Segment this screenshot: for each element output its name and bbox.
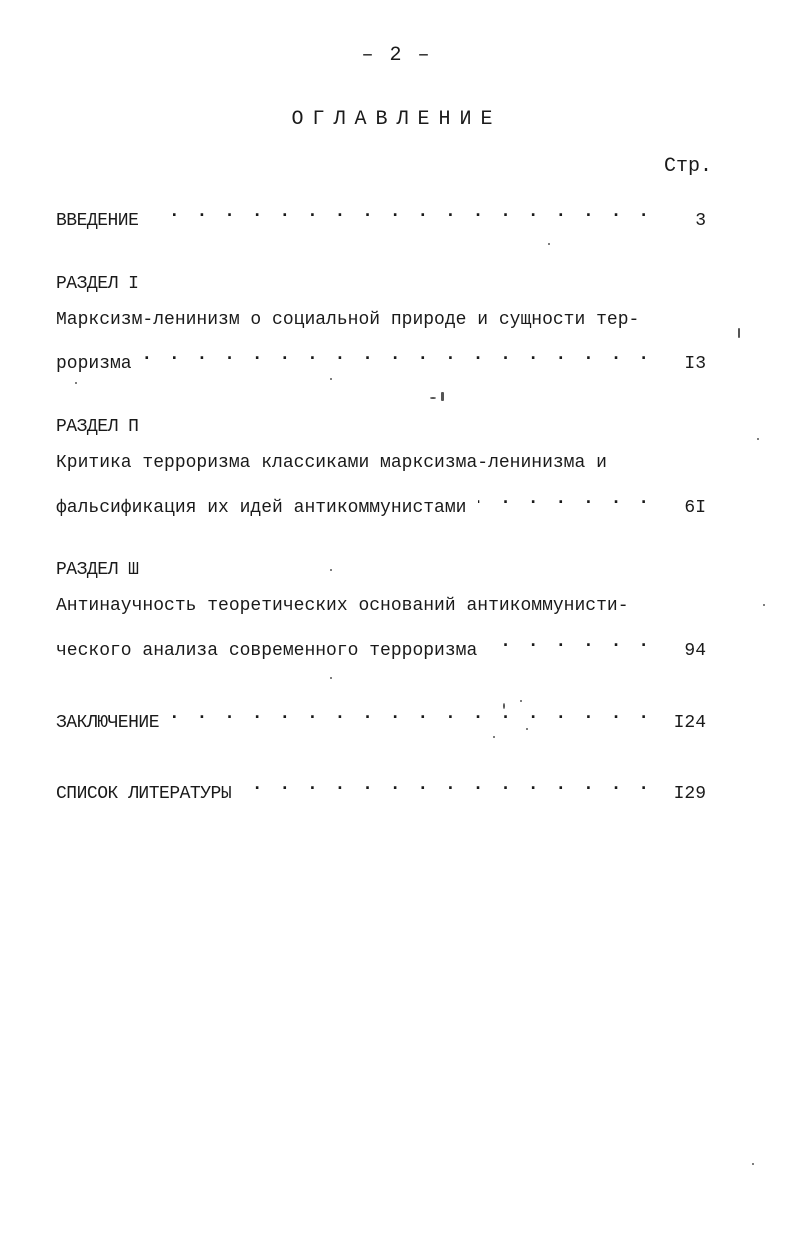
scan-speck <box>330 569 332 571</box>
section-1-title-line1: Марксизм-ленинизм о социальной природе и сущности тер- <box>56 310 640 330</box>
section-2-heading: РАЗДЕЛ П <box>56 417 139 437</box>
scan-speck <box>752 1163 754 1165</box>
section-2-title-line2: фальсификация их идей антикоммунистами <box>56 498 467 518</box>
section-1-title-line2: роризма <box>56 354 132 374</box>
dot-leader <box>150 199 652 225</box>
page-title: ОГЛАВЛЕНИЕ <box>291 108 502 131</box>
scan-speck <box>520 700 522 702</box>
scan-speck <box>330 677 332 679</box>
section-2-title-line1: Критика терроризма классиками марксизма-ленинизма и <box>56 453 607 473</box>
dot-leader <box>171 701 652 727</box>
dot-leader <box>489 629 652 655</box>
toc-entry-section-3 <box>56 629 706 661</box>
scan-speck <box>757 438 759 440</box>
toc-entry-section-2 <box>56 486 706 518</box>
toc-entry-page: 6I <box>684 498 706 518</box>
scan-speck <box>430 397 436 399</box>
page-number: – 2 – <box>361 44 432 67</box>
scan-speck <box>493 736 495 738</box>
scan-speck <box>548 243 550 245</box>
toc-entry-label: ЗАКЛЮЧЕНИЕ <box>56 713 160 733</box>
toc-entry-conclusion <box>56 701 706 733</box>
toc-entry-section-1 <box>56 342 706 374</box>
scan-speck <box>738 328 740 338</box>
toc-entry-page: I29 <box>673 784 706 804</box>
toc-entry-label: СПИСОК ЛИТЕРАТУРЫ <box>56 784 232 804</box>
scan-speck <box>75 382 77 384</box>
toc-entry-intro <box>56 199 706 231</box>
section-3-heading: РАЗДЕЛ Ш <box>56 560 139 580</box>
scan-speck <box>441 392 444 401</box>
toc-entry-label: ВВЕДЕНИЕ <box>56 211 139 231</box>
section-3-title-line1: Антинаучность теоретических оснований антикоммунисти- <box>56 596 629 616</box>
dot-leader <box>144 342 652 368</box>
scan-speck <box>526 728 528 730</box>
toc-entry-page: I24 <box>673 713 706 733</box>
scan-speck <box>763 604 765 606</box>
toc-entry-page: 3 <box>695 211 706 231</box>
toc-entry-page: I3 <box>684 354 706 374</box>
page-column-label: Стр. <box>664 155 713 178</box>
section-1-heading: РАЗДЕЛ I <box>56 274 139 294</box>
scan-speck <box>503 703 505 709</box>
dot-leader <box>243 772 652 798</box>
dot-leader <box>478 486 652 512</box>
toc-entry-bibliography <box>56 772 706 804</box>
scan-speck <box>330 378 332 380</box>
section-3-title-line2: ческого анализа современного терроризма <box>56 641 478 661</box>
toc-entry-page: 94 <box>684 641 706 661</box>
